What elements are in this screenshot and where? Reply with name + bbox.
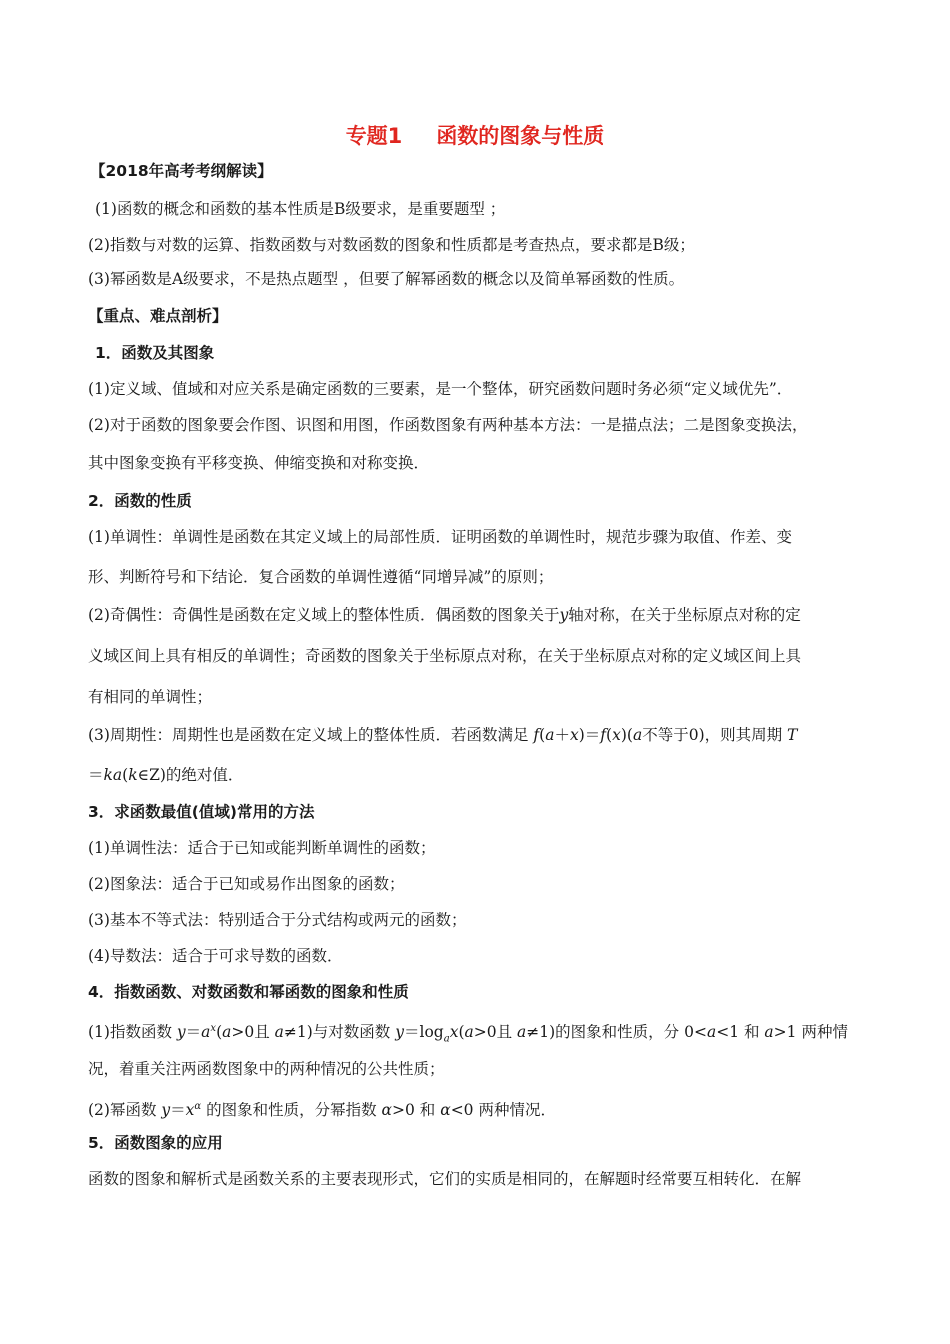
paragraph: (2)对于函数的图象要会作图、识图和用图，作函数图象有两种基本方法：一是描点法；二是图象变换法，	[88, 416, 808, 434]
page-title	[0, 120, 950, 150]
paragraph: 形、判断符号和下结论．复合函数的单调性遵循“同增异减”的原则；	[88, 568, 554, 586]
subsection-heading: 3．求函数最值(值域)常用的方法	[88, 803, 315, 821]
subsection-heading: 1．函数及其图象	[95, 344, 215, 362]
paragraph: 函数的图象和解析式是函数关系的主要表现形式，它们的实质是相同的，在解题时经常要互相转化．在解	[88, 1170, 802, 1188]
section-heading-zhongdian: 【重点、难点剖析】	[88, 307, 228, 325]
math-var: y	[559, 606, 569, 624]
paragraph: (1)单调性法：适合于已知或能判断单调性的函数；	[88, 839, 436, 857]
paragraph: (4)导数法：适合于可求导数的函数．	[88, 947, 343, 965]
paragraph: (3)基本不等式法：特别适合于分式结构或两元的函数；	[88, 911, 467, 929]
paragraph: 有相同的单调性；	[88, 688, 213, 706]
section-heading-gangling: 【2018年高考考纲解读】	[90, 162, 273, 180]
paragraph: (3)幂函数是A级要求，不是热点题型 ，但要了解幂函数的概念以及简单幂函数的性质。	[88, 270, 685, 288]
paragraph: (3)周期性：周期性也是函数在定义域上的整体性质．若函数满足 f(a＋x)＝f(x)(a不等于0)，则其周期 T	[88, 726, 798, 744]
paragraph: (1)单调性：单调性是函数在其定义域上的局部性质．证明函数的单调性时，规范步骤为取值、作差、变	[88, 528, 792, 546]
subsection-heading: 2．函数的性质	[88, 492, 192, 510]
paragraph: (1)函数的概念和函数的基本性质是B级要求，是重要题型 ；	[95, 200, 506, 218]
paragraph: (2)幂函数 $y=x^\alpha$ 的图象和性质，分幂指数 α>0 和 α<0 两种情况．	[88, 1101, 556, 1120]
title-part-topic: 专题1	[345, 124, 403, 148]
subsection-heading: 4．指数函数、对数函数和幂函数的图象和性质	[88, 983, 409, 1001]
paragraph: (1)定义域、值域和对应关系是确定函数的三要素，是一个整体，研究函数问题时务必须“定义域优先”．	[88, 380, 793, 398]
paragraph: 况，着重关注两函数图象中的两种情况的公共性质；	[88, 1060, 445, 1078]
paragraph: (2)奇偶性：奇偶性是函数在定义域上的整体性质．偶函数的图象关于y轴对称，在关于坐标原点对称的定	[88, 606, 801, 624]
subsection-heading: 5．函数图象的应用	[88, 1134, 223, 1152]
paragraph: (2)指数与对数的运算、指数函数与对数函数的图象和性质都是考查热点，要求都是B级；	[88, 236, 695, 254]
paragraph: ＝ka(k∈Z)的绝对值．	[88, 766, 244, 784]
paragraph: (1)指数函数 $y=a^x(a>0$且 a≠1)与对数函数 $y=\log_ax(a>0$且 a≠1)的图象和性质，分 0<a<1 和 a>1 两种情	[88, 1023, 848, 1045]
paragraph: (2)图象法：适合于已知或易作出图象的函数；	[88, 875, 405, 893]
title-part-subject: 函数的图象与性质	[436, 124, 605, 148]
paragraph: 义域区间上具有相反的单调性；奇函数的图象关于坐标原点对称，在关于坐标原点对称的定义域区间上具	[88, 647, 802, 665]
paragraph: 其中图象变换有平移变换、伸缩变换和对称变换．	[88, 454, 430, 472]
